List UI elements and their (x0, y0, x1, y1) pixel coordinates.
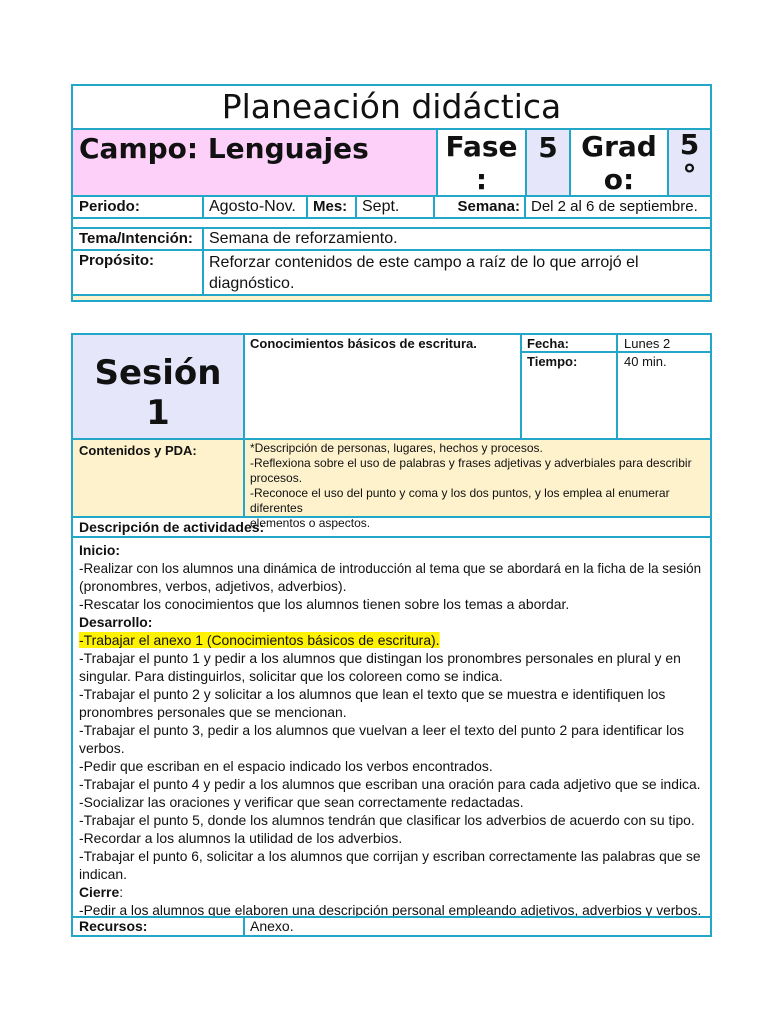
grado-degree: ° (682, 158, 697, 191)
page-title: Planeación didáctica (73, 86, 710, 130)
fase-label-line2: : (475, 163, 488, 196)
session-topic: Conocimientos básicos de escritura. (245, 335, 522, 440)
semana-label: Semana: (435, 197, 526, 219)
activity-line: -Recordar a los alumnos la utilidad de los adverbios. (79, 830, 403, 846)
proposito-label: Propósito: (73, 251, 204, 296)
mes-value: Sept. (357, 197, 435, 219)
session-title-line2: 1 (146, 393, 170, 433)
fase-value-cell (527, 130, 571, 197)
session-title-line1: Sesión (94, 353, 222, 393)
recursos-value: Anexo. (245, 916, 710, 935)
activity-line: -Rescatar los conocimientos que los alumnos tienen sobre los temas a abordar. (79, 596, 570, 612)
periodo-label: Periodo: (73, 197, 204, 219)
fase-label-cell (438, 130, 527, 197)
proposito-value (204, 251, 710, 296)
bottom-strip (73, 296, 710, 300)
tema-value: Semana de reforzamiento. (204, 229, 710, 251)
mes-label: Mes: (308, 197, 357, 219)
periodo-value: Agosto-Nov. (204, 197, 308, 219)
activities-list (79, 541, 705, 919)
grado-label-line2: o: (603, 163, 635, 196)
contenidos-line: -Reconoce el uso del punto y coma y los dos puntos, y los emplea al enumerar diferentes (250, 486, 670, 515)
contenidos-line: procesos. (250, 471, 303, 485)
activity-line: -Trabajar el punto 5, donde los alumnos tendrán que clasificar los adverbios de acuerdo con su tipo. (79, 812, 695, 828)
fase-value: 5 (538, 131, 558, 164)
proposito-line-2: diagnóstico. (209, 275, 295, 292)
activity-line: -Realizar con los alumnos una dinámica de introducción al tema que se abordará en la ficha de la sesión (79, 560, 702, 576)
grado-label-line1: Grad (581, 130, 657, 163)
semana-value: Del 2 al 6 de septiembre. (526, 197, 710, 219)
activity-line: verbos. (79, 740, 125, 756)
spacer-row (73, 219, 710, 229)
recursos-label: Recursos: (73, 916, 245, 935)
activity-line: pronombres personales que se mencionan. (79, 704, 347, 720)
activity-line: -Trabajar el punto 2 y solicitar a los alumnos que lean el texto que se muestra e identifiquen los (79, 686, 666, 702)
contenidos-line: -Reflexiona sobre el uso de palabras y frases adjetivas y adverbiales para describir (250, 456, 692, 470)
session-table (71, 333, 712, 937)
contenidos-label: Contenidos y PDA: (73, 440, 245, 518)
tiempo-value: 40 min. (618, 353, 710, 440)
activity-line: singular. Para distinguirlos, solicitar que los coloreen como se indica. (79, 668, 503, 684)
descripcion-label: Descripción de actividades: (73, 518, 710, 538)
highlighted-activity: -Trabajar el anexo 1 (Conocimientos básicos de escritura). (79, 632, 440, 648)
header-table (71, 84, 712, 302)
contenidos-cell (245, 440, 710, 530)
tiempo-label: Tiempo: (522, 353, 618, 440)
contenidos-line: *Descripción de personas, lugares, hechos y procesos. (250, 441, 543, 455)
activity-line: -Socializar las oraciones y verificar que sean correctamente redactadas. (79, 794, 524, 810)
tema-label: Tema/Intención: (73, 229, 204, 251)
activity-line: -Pedir a los alumnos que elaboren una descripción personal empleando adjetivos, adverbios y verbos. (79, 902, 702, 918)
campo-label: Campo: Lenguajes (79, 132, 369, 165)
fecha-value: Lunes 2 (618, 335, 710, 353)
activity-line: -Trabajar el punto 1 y pedir a los alumnos que distingan los pronombres personales en plural y en (79, 650, 681, 666)
activity-line: indican. (79, 866, 127, 882)
grado-label-cell (571, 130, 669, 197)
activity-line: -Trabajar el punto 6, solicitar a los alumnos que corrijan y escriban correctamente las palabras que se (79, 848, 701, 864)
session-title-cell (73, 335, 245, 440)
grado-value: 5 (679, 128, 700, 161)
cierre-colon: : (119, 884, 124, 900)
grado-value-cell (669, 130, 710, 197)
fecha-label: Fecha: (522, 335, 618, 353)
cierre-label: Cierre (79, 884, 120, 900)
contenidos-line: elementos o aspectos. (250, 516, 371, 530)
activity-line: -Trabajar el punto 4 y pedir a los alumnos que escriban una oración para cada adjetivo que se indica. (79, 776, 701, 792)
proposito-line-1: Reforzar contenidos de este campo a raíz de lo que arrojó el (209, 254, 639, 271)
fase-label-line1: Fase (445, 130, 518, 163)
campo-cell (73, 130, 438, 197)
desarrollo-label: Desarrollo: (79, 614, 153, 630)
inicio-label: Inicio: (79, 542, 120, 558)
activity-line: -Trabajar el punto 3, pedir a los alumnos que vuelvan a leer el texto del punto 2 para identificar los (79, 722, 684, 738)
activity-line: -Pedir que escriban en el espacio indicado los verbos encontrados. (79, 758, 493, 774)
activity-line: (pronombres, verbos, adjetivos, adverbios). (79, 578, 347, 594)
